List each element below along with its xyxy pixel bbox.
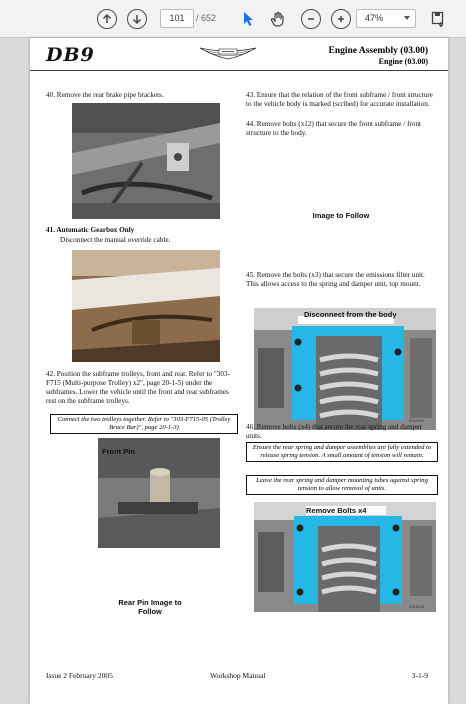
spring-damper-photo [254,502,436,612]
pdf-toolbar [0,0,466,38]
header-divider [30,70,448,71]
photo-ref-1: 0311007 [409,418,425,423]
section-subtitle: Engine (03.00) [378,57,428,66]
zoom-out-button[interactable] [301,9,321,29]
page-number-input[interactable]: 101 [160,9,194,28]
footer-issue: Issue 2 February 2005 [46,671,113,680]
save-button[interactable] [428,9,448,29]
override-cable-photo [72,250,220,362]
hand-tool-button[interactable] [268,9,288,29]
disconnect-callout: Disconnect from the body [304,310,397,319]
step-41-title: 41. Automatic Gearbox Only [46,226,135,234]
rear-pin-placeholder: Rear Pin Image to Follow [118,598,182,616]
document-page [30,38,448,704]
brake-pipe-bracket-photo [72,103,220,219]
section-title: Engine Assembly (03.00) [328,46,428,56]
emissions-filter-photo [254,308,436,430]
arrow-up-icon [101,13,113,25]
step-46-text: 46. Remove bolts (x4) that secure the rear spring and damper units. [246,423,422,440]
footer-page-number: 3-1-9 [411,671,428,680]
remove-bolts-callout: Remove Bolts x4 [306,506,367,515]
image-follow-placeholder: Image to Follow [312,211,370,220]
page-total-label: / 652 [196,13,217,23]
plus-icon [336,14,346,24]
step-41-text: Disconnect the manual override cable. [60,236,171,244]
hand-icon [270,11,286,27]
step-46-note-1: Ensure the rear spring and damper assemblies are fully extended to release spring tension. A small amount of tension will remain. [246,442,438,462]
save-icon [431,11,445,27]
step-46-note-2: Leave the rear spring and damper mounting tubes against spring tension to allow removal of units. [246,475,438,495]
chevron-down-icon [404,16,410,20]
step-44-text: 44. Remove bolts (x12) that secure the front subframe / front structure to the body. [246,120,422,137]
step-42-note: Connect the two trolleys together. Refer to "303-F715-05 (Trolley Brace Bar)", page 20-1-3) [50,414,238,434]
front-pin-callout: Front Pin [102,447,135,456]
zoom-level-value: 47% [365,13,384,23]
step-40-text: 40. Remove the rear brake pipe brackets. [46,91,164,99]
aston-martin-wings-icon [198,42,258,73]
zoom-in-button[interactable] [331,9,351,29]
previous-page-button[interactable] [97,9,117,29]
step-42-text: 42. Position the subframe trolleys, front and rear. Refer to "303-F715 (Multi-purpose Trolley) x2", page 20-1-5) under the subframes. Lower the vehicle until the front and rear subframes rest on the subframe trolleys. [46,370,230,405]
arrow-down-icon [131,13,143,25]
photo-ref-2: 0311010 [409,604,425,609]
minus-icon [306,14,316,24]
db9-logo: DB9 [46,44,95,66]
step-45-text: 45. Remove the bolts (x3) that secure the emissions filter unit. This allows access to the spring and damper unit, top mount. [246,271,425,288]
cursor-arrow-icon [241,11,255,27]
next-page-button[interactable] [127,9,147,29]
step-43-text: 43. Ensure that the relation of the front subframe / front structure to the vehicle body is marked (scribed) for accurate installation. [246,91,433,108]
footer-manual-title: Workshop Manual [210,671,266,680]
zoom-level-select[interactable] [356,9,416,28]
select-tool-button[interactable] [238,9,258,29]
